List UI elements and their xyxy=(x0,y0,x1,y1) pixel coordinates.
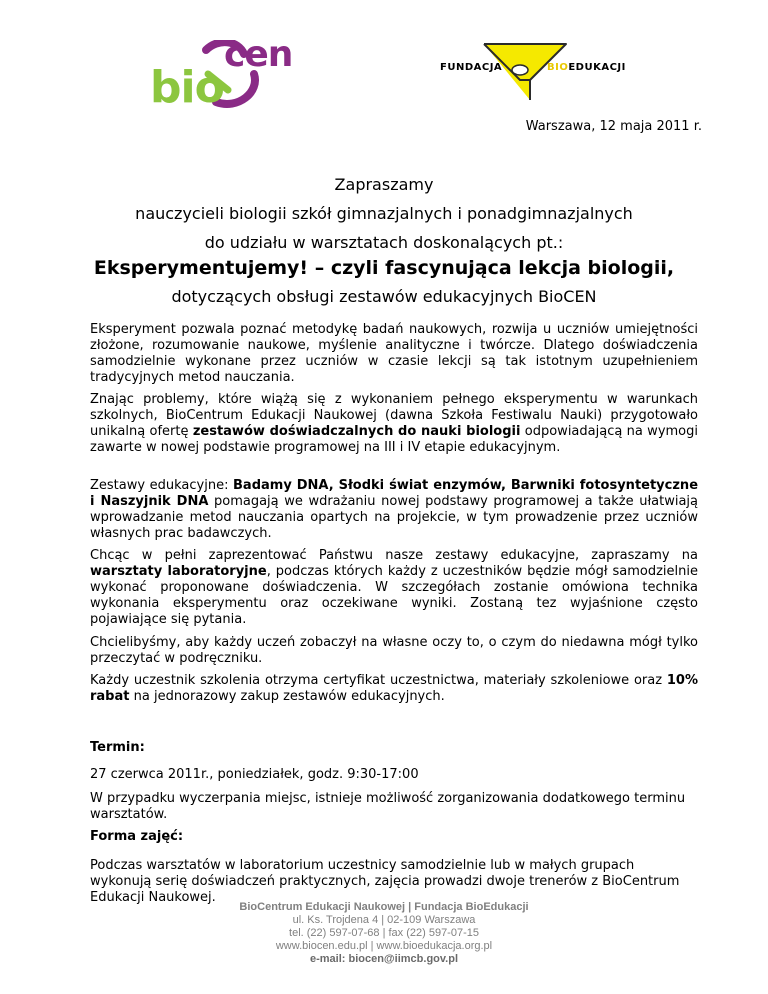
footer-address: ul. Ks. Trojdena 4 | 02-109 Warszawa xyxy=(292,914,476,926)
paragraph-3-a: Zestawy edukacyjne: xyxy=(90,478,234,493)
invitation-line-5: dotyczących obsługi zestawów edukacyjnych BioCEN xyxy=(171,287,597,306)
invitation-line-2: nauczycieli biologii szkół gimnazjalnych i ponadgimnazjalnych xyxy=(135,204,633,223)
footer-org: BioCentrum Edukacji Naukowej | Fundacja BioEdukacji xyxy=(239,901,529,913)
paragraph-3-bold: Badamy DNA, Słodki świat enzymów, Barwniki fotosyntetyczne i Naszyjnik DNA xyxy=(90,478,699,509)
paragraph-6-c: na jednorazowy zakup zestawów edukacyjnych. xyxy=(129,689,445,704)
paragraph-6-a: Każdy uczestnik szkolenia otrzyma certyfikat uczestnictwa, materiały szkoleniowe oraz xyxy=(90,673,667,688)
fundacja-logo-edukacji: EDUKACJI xyxy=(568,62,626,73)
fundacja-logo-right xyxy=(547,62,626,73)
paragraph-1: Eksperyment pozwala poznać metodykę badań naukowych, rozwija u uczniów umiejętności złożone, rozumowanie naukowe, myślenie analityczne i twórcze. Dlatego doświadczenia samodzielnie wykonane przez uczniów w czasie lekcji są tak istotnym uzupełnieniem tradycyjnych metod nauczania. xyxy=(90,322,698,385)
paragraph-4-c: , podczas których każdy z uczestników będzie mógł samodzielnie wykonać proponowane doświadczenia. W szczegółach zostanie omówiona technika wykonania eksperymentu oraz oczekiwane wyniki. Zostaną tez wyjaśnione często pojawiające się pytania. xyxy=(90,564,698,627)
fundacja-logo xyxy=(440,42,625,102)
forma-value: Podczas warsztatów w laboratorium uczestnicy samodzielnie lub w małych grupach wykonują serię doświadczeń praktycznych, zajęcia prowadzi dwoje trenerów z BioCentrum Edukacji Naukowej. xyxy=(90,858,680,905)
biocen-logo-cen: cen xyxy=(224,34,293,75)
paragraph-3 xyxy=(90,478,698,542)
document-date: Warszawa, 12 maja 2011 r. xyxy=(525,119,702,134)
termin-label: Termin: xyxy=(90,740,145,755)
paragraph-4-bold: warsztaty laboratoryjne xyxy=(90,564,267,579)
paragraph-4-a: Chcąc w pełni zaprezentować Państwu nasze zestawy edukacyjne, zapraszamy na xyxy=(90,548,698,563)
paragraph-2 xyxy=(90,392,698,456)
forma-label: Forma zajęć: xyxy=(90,829,184,844)
fundacja-logo-left: FUNDACJA xyxy=(440,62,503,73)
invitation-line-3: do udziału w warsztatach doskonalących pt.: xyxy=(204,233,564,252)
biocen-logo-bio: bio xyxy=(150,62,224,113)
invitation-line-1: Zapraszamy xyxy=(334,175,434,194)
workshop-title: Eksperymentujemy! – czyli fascynująca lekcja biologii, xyxy=(93,257,675,279)
paragraph-3-c: pomagają we wdrażaniu nowej podstawy programowej a także ułatwiają wprowadzanie metod nauczania opartych na projekcie, w tym prowadzenie przez uczniów własnych prac badawczych. xyxy=(90,494,698,541)
paragraph-2-a: Znając problemy, które wiążą się z wykonaniem pełnego eksperymentu w warunkach szkolnych, BioCentrum Edukacji Naukowej (dawna Szkoła Festiwalu Nauki) przygotowało unikalną ofertę xyxy=(90,392,698,439)
paragraph-4 xyxy=(90,548,698,628)
footer-websites[interactable]: www.biocen.edu.pl | www.bioedukacja.org.pl xyxy=(275,940,493,952)
footer-email[interactable]: e-mail: biocen@iimcb.gov.pl xyxy=(309,953,459,965)
paragraph-6-bold: 10% rabat xyxy=(90,673,698,704)
termin-value: 27 czerwca 2011r., poniedziałek, godz. 9:30-17:00 xyxy=(90,767,419,782)
footer-phone: tel. (22) 597-07-68 | fax (22) 597-07-15 xyxy=(289,927,479,939)
paragraph-2-c: odpowiadającą na wymogi zawarte w nowej podstawie programowej na III i IV etapie edukacyjnym. xyxy=(90,424,698,455)
paragraph-6 xyxy=(90,673,698,705)
extra-note: W przypadku wyczerpania miejsc, istnieje możliwość zorganizowania dodatkowego terminu warsztatów. xyxy=(90,791,686,822)
paragraph-5: Chcielibyśmy, aby każdy uczeń zobaczył na własne oczy to, o czym do niedawna mógł tylko przeczytać w podręczniku. xyxy=(90,635,698,666)
paragraph-2-bold: zestawów doświadczalnych do nauki biologii xyxy=(192,424,521,439)
biocen-logo xyxy=(150,34,300,113)
fundacja-logo-bio: BIO xyxy=(547,62,569,73)
